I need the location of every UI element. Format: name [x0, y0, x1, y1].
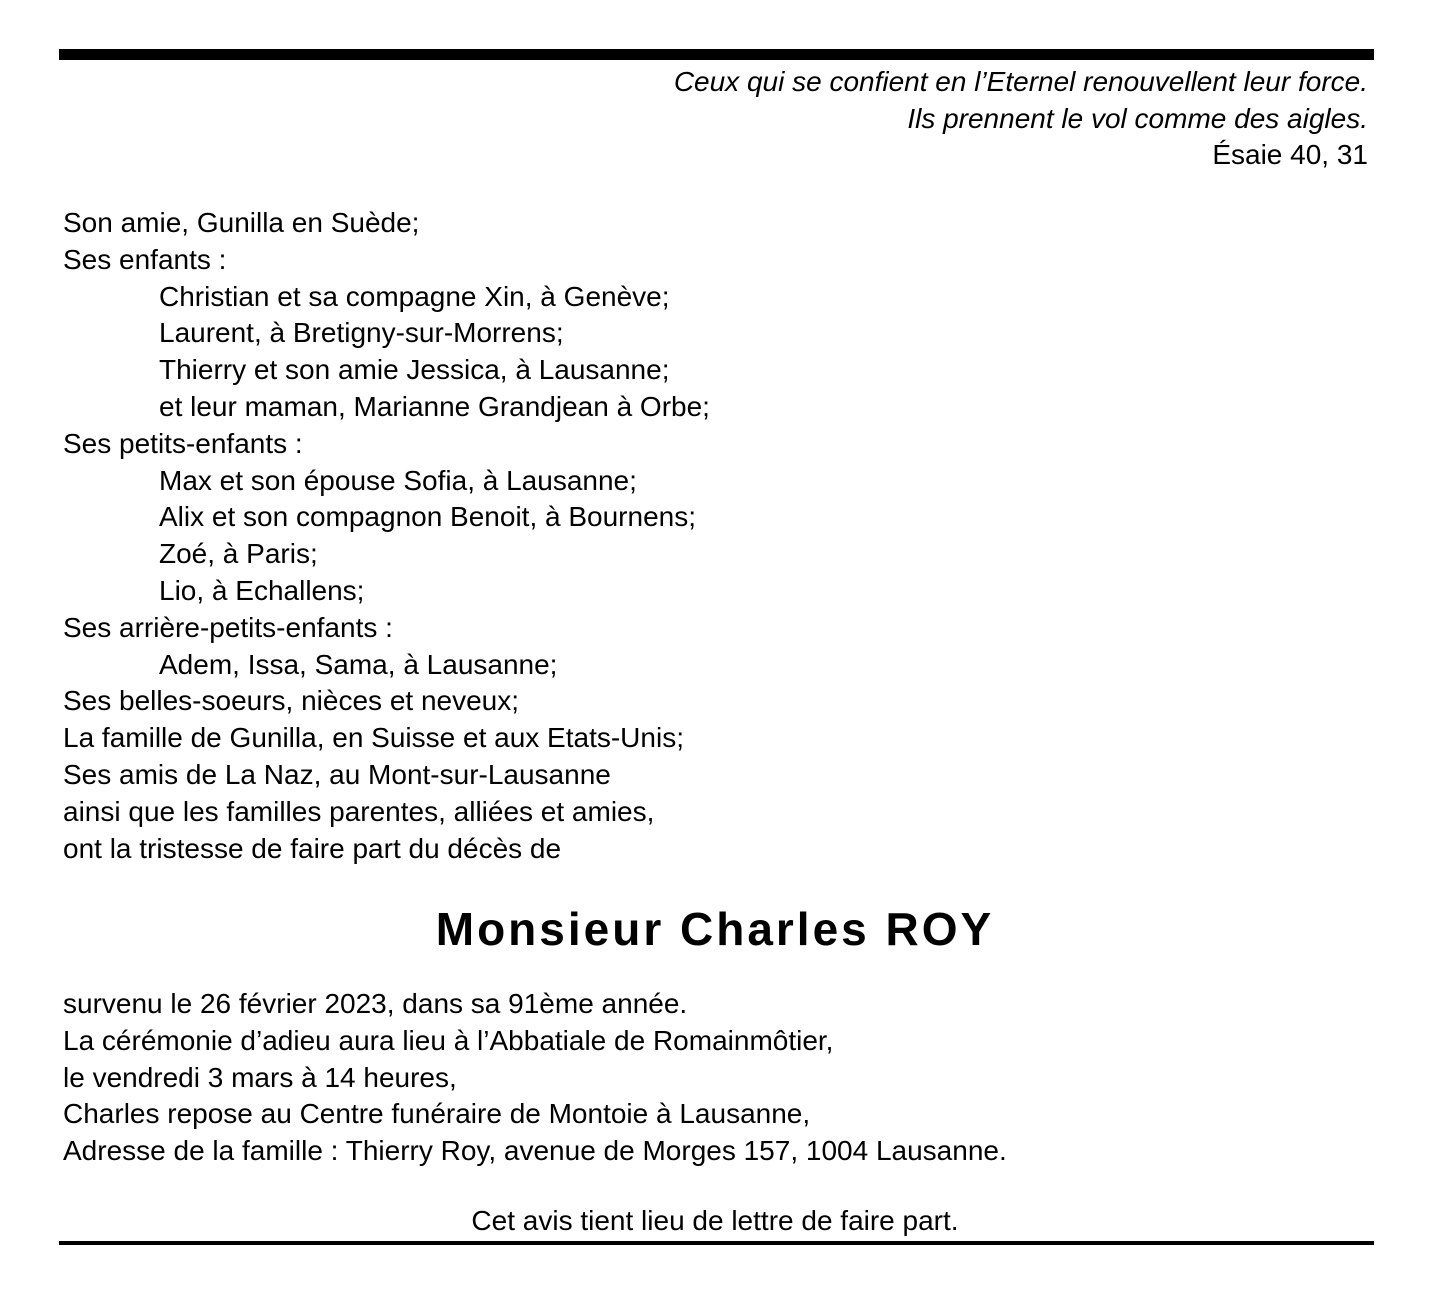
family-line: Zoé, à Paris; [159, 538, 318, 570]
bible-verse [674, 64, 1368, 174]
family-line: Adem, Issa, Sama, à Lausanne; [159, 648, 558, 680]
top-rule [59, 49, 1374, 60]
family-line: Christian et sa compagne Xin, à Genève; [159, 280, 670, 312]
family-line: Max et son épouse Sofia, à Lausanne; [159, 464, 637, 496]
detail-line: Charles repose au Centre funéraire de Montoie à Lausanne, [63, 1098, 811, 1130]
family-line: Thierry et son amie Jessica, à Lausanne; [159, 354, 670, 386]
family-line: et leur maman, Marianne Grandjean à Orbe; [159, 390, 710, 422]
family-line: Laurent, à Bretigny-sur-Morrens; [159, 317, 564, 349]
family-line: Son amie, Gunilla en Suède; [63, 207, 420, 238]
family-heading-grandchildren: Ses petits-enfants : [63, 427, 303, 459]
ceremony-details [63, 986, 1007, 1170]
verse-reference: Ésaie 40, 31 [1212, 139, 1368, 170]
detail-line: survenu le 26 février 2023, dans sa 91ème année. [63, 988, 688, 1019]
family-line: ont la tristesse de faire part du décès de [63, 832, 562, 864]
verse-line-2: Ils prennent le vol comme des aigles. [907, 102, 1368, 134]
verse-line-1: Ceux qui se confient en l’Eternel renouvellent leur force. [673, 66, 1368, 97]
family-list [63, 205, 710, 867]
family-heading-great-grandchildren: Ses arrière-petits-enfants : [63, 611, 393, 643]
detail-line: le vendredi 3 mars à 14 heures, [63, 1061, 457, 1093]
family-line: Ses belles-soeurs, nièces et neveux; [63, 685, 520, 717]
family-line: La famille de Gunilla, en Suisse et aux Etats-Unis; [63, 722, 684, 754]
bottom-rule [59, 1241, 1374, 1245]
detail-line: Adresse de la famille : Thierry Roy, avenue de Morges 157, 1004 Lausanne. [63, 1135, 1007, 1167]
family-line: ainsi que les familles parentes, alliées et amies, [63, 795, 655, 827]
family-line: Alix et son compagnon Benoit, à Bournens; [159, 501, 697, 533]
family-heading-children: Ses enfants : [63, 243, 227, 275]
family-line: Ses amis de La Naz, au Mont-sur-Lausanne [63, 758, 611, 790]
deceased-name: Monsieur Charles ROY [435, 903, 995, 955]
detail-line: La cérémonie d’adieu aura lieu à l’Abbatiale de Romainmôtier, [63, 1024, 834, 1056]
family-line: Lio, à Echallens; [159, 574, 365, 606]
closing-note: Cet avis tient lieu de lettre de faire part. [471, 1205, 959, 1236]
